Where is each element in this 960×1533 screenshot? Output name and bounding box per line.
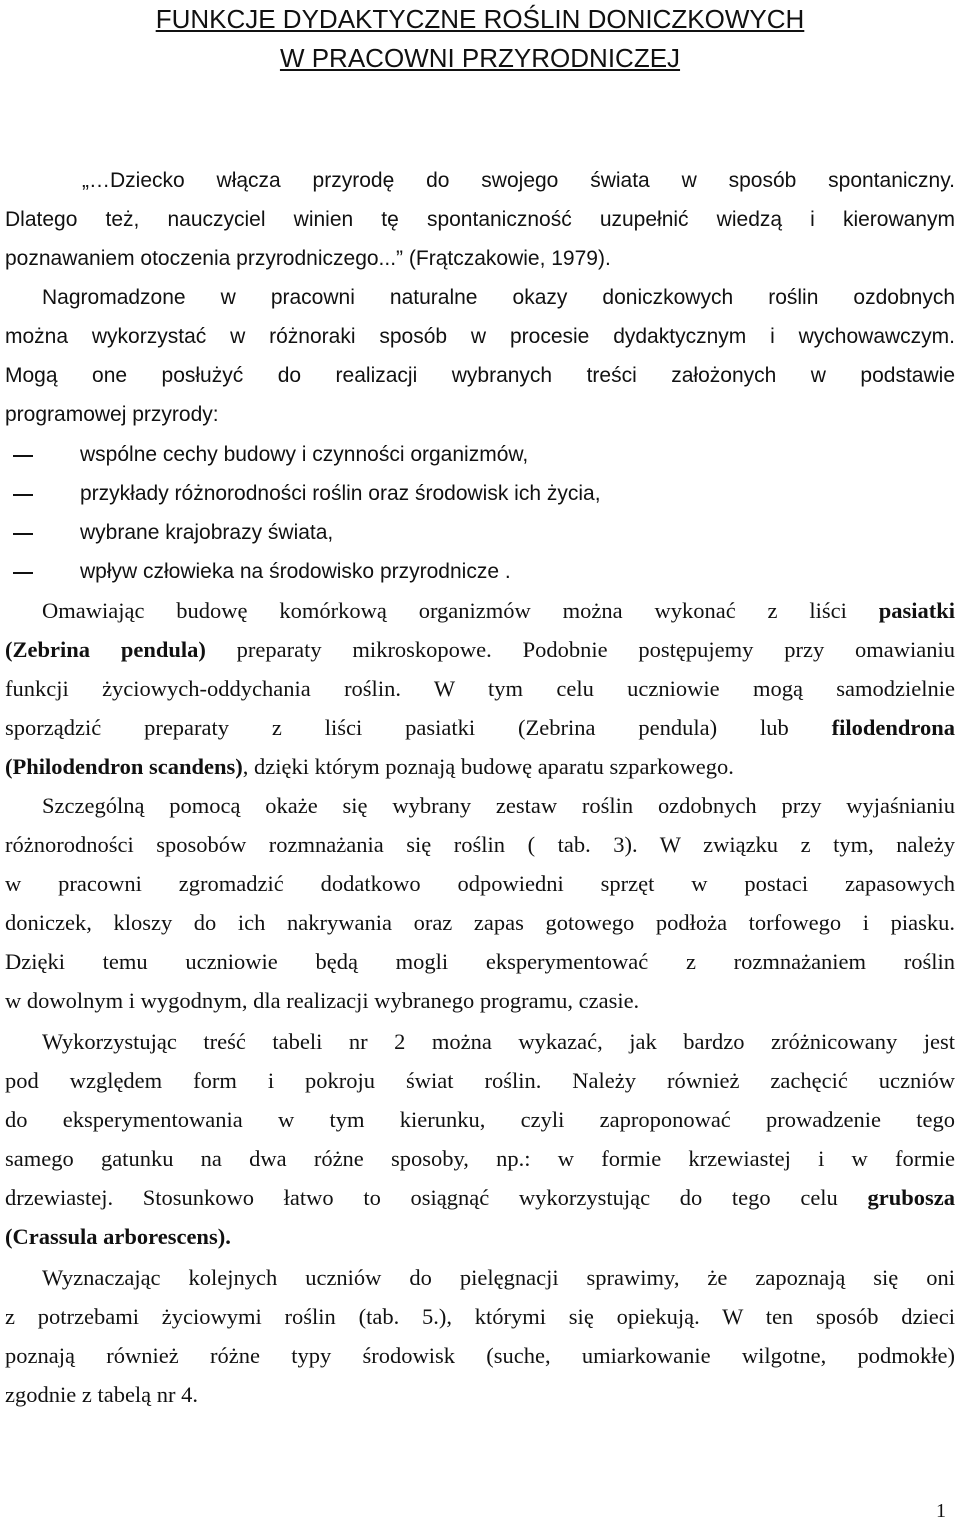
text-run: Omawiając budowę komórkową organizmów można wykonać z liści — [42, 598, 879, 623]
bold-term: filodendrona — [831, 715, 955, 740]
dash-icon — [13, 455, 33, 457]
paragraph-3-line-5: Dzięki temu uczniowie będą mogli eksperymentować z rozmnażaniem roślin — [5, 949, 955, 974]
dash-icon — [13, 572, 33, 574]
list-item: wpływ człowieka na środowisko przyrodnicze . — [80, 560, 511, 583]
paragraph-2-line-1 — [42, 596, 955, 626]
bold-term: pasiatki — [878, 598, 955, 623]
paragraph-4-line-5 — [5, 1183, 955, 1213]
bold-term: grubosza — [867, 1185, 955, 1210]
paragraph-3-line-3: w pracowni zgromadzić dodatkowo odpowiedni sprzęt w postaci zapasowych — [5, 871, 955, 896]
list-item: wybrane krajobrazy świata, — [80, 521, 334, 544]
title-line-2: W PRACOWNI PRZYRODNICZEJ — [279, 43, 681, 73]
bold-term: (Crassula arborescens). — [5, 1224, 231, 1249]
bold-term: (Zebrina pendula) — [5, 637, 206, 662]
paragraph-2-line-3: funkcji życiowych-oddychania roślin. W tym celu uczniowie mogą samodzielnie — [5, 676, 955, 701]
paragraph-4-line-6 — [5, 1222, 955, 1252]
paragraph-5-line-4: zgodnie z tabelą nr 4. — [5, 1382, 199, 1407]
paragraph-5-line-3: poznają również różne typy środowisk (suche, umiarkowanie wilgotne, podmokłe) — [5, 1343, 955, 1368]
paragraph-1-line-3: Mogą one posłużyć do realizacji wybranych treści założonych w podstawie — [5, 364, 955, 387]
paragraph-1-line-2: można wykorzystać w różnoraki sposób w procesie dydaktycznym i wychowawczym. — [5, 325, 955, 348]
paragraph-2-line-4 — [5, 713, 955, 743]
paragraph-1-line-4: programowej przyrody: — [5, 403, 219, 426]
bold-term: (Philodendron scandens) — [5, 754, 243, 779]
paragraph-1-line-1: Nagromadzone w pracowni naturalne okazy doniczkowych roślin ozdobnych — [42, 286, 955, 309]
paragraph-2-line-5 — [5, 752, 955, 782]
text-run: drzewiastej. Stosunkowo łatwo to osiągnąć wykorzystując do tego celu — [5, 1185, 868, 1210]
text-run: sporządzić preparaty z liści pasiatki (Zebrina pendula) lub — [5, 715, 832, 740]
list-item: wspólne cechy budowy i czynności organizmów, — [80, 443, 529, 466]
list-item: przykłady różnorodności roślin oraz środowisk ich życia, — [80, 482, 601, 505]
paragraph-3-line-6: w dowolnym i wygodnym, dla realizacji wybranego programu, czasie. — [5, 988, 640, 1013]
text-run: , dzięki którym poznają budowę aparatu szparkowego. — [242, 754, 734, 779]
paragraph-3-line-1: Szczególną pomocą okaże się wybrany zestaw roślin ozdobnych przy wyjaśnianiu — [42, 793, 955, 818]
paragraph-3-line-2: różnorodności sposobów rozmnażania się roślin ( tab. 3). W związku z tym, należy — [5, 832, 955, 857]
paragraph-5-line-2: z potrzebami życiowymi roślin (tab. 5.), którymi się opiekują. W ten sposób dzieci — [5, 1304, 955, 1329]
paragraph-4-line-1: Wykorzystując treść tabeli nr 2 można wykazać, jak bardzo zróżnicowany jest — [42, 1029, 955, 1054]
text-run: preparaty mikroskopowe. Podobnie postępujemy przy omawianiu — [205, 637, 955, 662]
paragraph-2-line-2 — [5, 635, 955, 665]
paragraph-5-line-1: Wyznaczając kolejnych uczniów do pielęgnacji sprawimy, że zapoznają się oni — [42, 1265, 955, 1290]
page-number: 1 — [936, 1500, 946, 1522]
quote-line-2: Dlatego też, nauczyciel winien tę spontaniczność uzupełnić wiedzą i kierowanym — [5, 208, 955, 231]
paragraph-4-line-2: pod względem form i pokroju świat roślin. Należy również zachęcić uczniów — [5, 1068, 955, 1093]
dash-icon — [13, 494, 33, 496]
quote-line-1: „…Dziecko włącza przyrodę do swojego świata w sposób spontaniczny. — [82, 169, 955, 192]
title-line-1: FUNKCJE DYDAKTYCZNE ROŚLIN DONICZKOWYCH — [155, 4, 805, 34]
quote-line-3: poznawaniem otoczenia przyrodniczego...” (Frątczakowie, 1979). — [5, 247, 611, 270]
dash-icon — [13, 533, 33, 535]
paragraph-4-line-3: do eksperymentowania w tym kierunku, czyli zaproponować prowadzenie tego — [5, 1107, 955, 1132]
paragraph-4-line-4: samego gatunku na dwa różne sposoby, np.: w formie krzewiastej i w formie — [5, 1146, 955, 1171]
paragraph-3-line-4: doniczek, kloszy do ich nakrywania oraz zapas gotowego podłoża torfowego i piasku. — [5, 910, 955, 935]
